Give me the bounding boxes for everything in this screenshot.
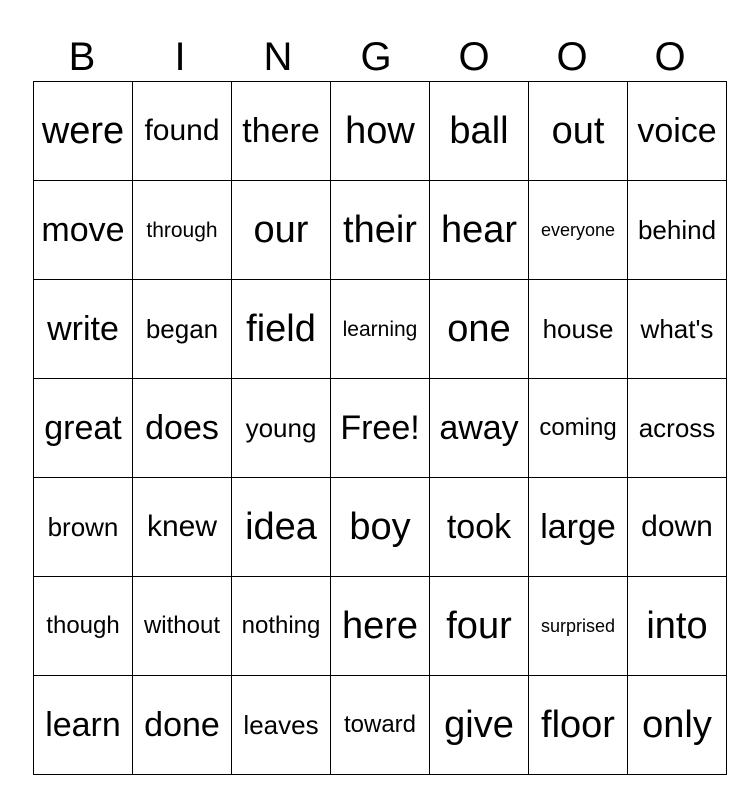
grid-cell[interactable]: out [529,82,628,181]
grid-cell[interactable]: great [34,379,133,478]
header-letter-b: B [68,35,96,79]
grid-row [34,379,727,478]
grid-cell[interactable]: one [430,280,529,379]
grid-cell[interactable]: done [133,676,232,775]
grid-cell[interactable]: their [331,181,430,280]
grid-cell[interactable]: coming [529,379,628,478]
grid-row [34,280,727,379]
grid-cell[interactable]: behind [628,181,727,280]
grid-cell[interactable]: down [628,478,727,577]
header-letter-n: N [263,35,293,79]
grid-cell[interactable]: everyone [529,181,628,280]
grid-cell[interactable]: write [34,280,133,379]
grid-cell[interactable]: floor [529,676,628,775]
grid-cell[interactable]: our [232,181,331,280]
grid-cell[interactable]: learn [34,676,133,775]
grid-cell[interactable]: ball [430,82,529,181]
grid-cell[interactable]: though [34,577,133,676]
grid-cell[interactable]: took [430,478,529,577]
grid-cell[interactable]: four [430,577,529,676]
grid-cell[interactable]: into [628,577,727,676]
grid-cell[interactable]: boy [331,478,430,577]
grid-row [34,478,727,577]
bingo-header [33,34,719,80]
grid-cell[interactable]: how [331,82,430,181]
grid-cell[interactable]: voice [628,82,727,181]
header-letter-i: I [174,35,186,79]
grid-cell[interactable]: what's [628,280,727,379]
grid-cell[interactable]: away [430,379,529,478]
grid-cell[interactable]: found [133,82,232,181]
bingo-grid [33,81,727,775]
grid-cell[interactable]: give [430,676,529,775]
grid-cell[interactable]: idea [232,478,331,577]
grid-cell[interactable]: there [232,82,331,181]
grid-cell[interactable]: knew [133,478,232,577]
header-letter-o-2: O [556,35,588,79]
grid-cell[interactable]: field [232,280,331,379]
grid-cell[interactable]: across [628,379,727,478]
grid-row [34,577,727,676]
grid-cell[interactable]: does [133,379,232,478]
grid-cell[interactable]: house [529,280,628,379]
grid-cell[interactable]: here [331,577,430,676]
grid-cell[interactable]: move [34,181,133,280]
grid-cell[interactable]: toward [331,676,430,775]
grid-cell[interactable]: hear [430,181,529,280]
grid-cell[interactable]: leaves [232,676,331,775]
grid-row [34,181,727,280]
header-letter-o-3: O [654,35,686,79]
grid-cell[interactable]: large [529,478,628,577]
grid-row [34,82,727,181]
grid-row [34,676,727,775]
grid-cell[interactable]: through [133,181,232,280]
grid-cell[interactable]: surprised [529,577,628,676]
grid-cell[interactable]: nothing [232,577,331,676]
grid-cell[interactable]: were [34,82,133,181]
grid-cell[interactable]: without [133,577,232,676]
grid-cell[interactable]: only [628,676,727,775]
grid-cell[interactable]: brown [34,478,133,577]
grid-cell[interactable]: learning [331,280,430,379]
grid-cell[interactable]: Free! [331,379,430,478]
grid-cell[interactable]: young [232,379,331,478]
header-letter-o-1: O [458,35,490,79]
header-letter-g: G [360,35,392,79]
grid-cell[interactable]: began [133,280,232,379]
